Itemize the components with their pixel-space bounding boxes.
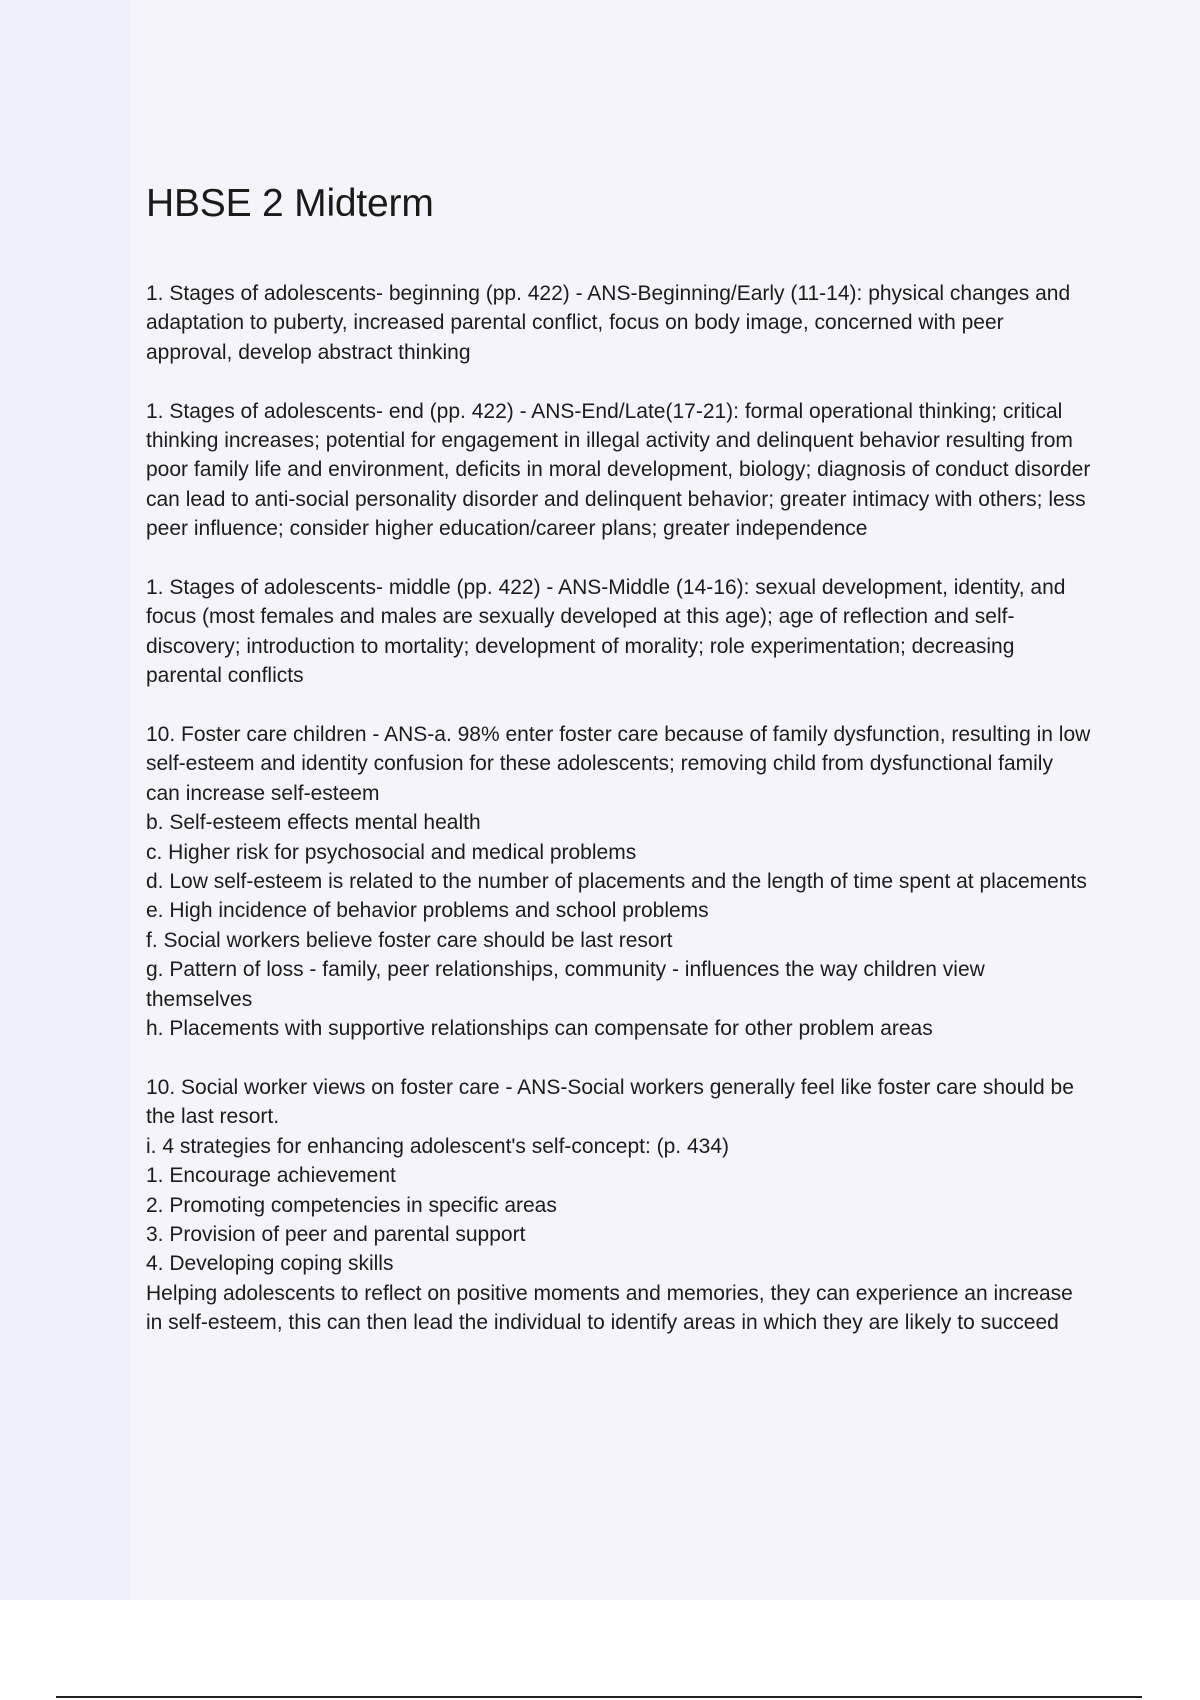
entry-subpoint: g. Pattern of loss - family, peer relationships, community - influences the way children view themselves xyxy=(146,958,985,1011)
entry-text: 10. Social worker views on foster care - ANS-Social workers generally feel like foster care should be the last resort. xyxy=(146,1075,1074,1129)
qa-entry xyxy=(146,397,1091,544)
qa-entry xyxy=(146,573,1091,691)
entry-subpoint: 4. Developing coping skills xyxy=(146,1252,394,1276)
entry-subpoint: c. Higher risk for psychosocial and medical problems xyxy=(146,840,637,864)
qa-entry xyxy=(146,279,1091,367)
footer-divider xyxy=(56,1696,1142,1698)
qa-entry xyxy=(146,1073,1091,1338)
entry-subpoint: i. 4 strategies for enhancing adolescent's self-concept: (p. 434) xyxy=(146,1134,730,1158)
qa-entry xyxy=(146,720,1091,1043)
page-title: HBSE 2 Midterm xyxy=(146,182,434,225)
entry-text: 1. Stages of adolescents- middle (pp. 422) - ANS-Middle (14-16): sexual development, identity, and focus (most females and males are sexually developed at this age); age of reflection and self-discovery; introduction to mortality; development of morality; role experimentation; decreasing parental conflicts xyxy=(146,576,1066,688)
entry-subpoint: b. Self-esteem effects mental health xyxy=(146,811,481,835)
entry-subpoint: 3. Provision of peer and parental support xyxy=(146,1222,526,1246)
entry-subpoint: h. Placements with supportive relationships can compensate for other problem areas xyxy=(146,1017,933,1041)
entry-subpoint: d. Low self-esteem is related to the number of placements and the length of time spent at placements xyxy=(146,870,1087,894)
entry-subpoint: f. Social workers believe foster care should be last resort xyxy=(146,928,673,952)
entry-subpoint: e. High incidence of behavior problems and school problems xyxy=(146,899,709,923)
entry-subpoint: 1. Encourage achievement xyxy=(146,1164,396,1188)
entry-text: Helping adolescents to reflect on positive moments and memories, they can experience an increase in self-esteem, this can then lead the individual to identify areas in which they are likely to succeed xyxy=(146,1281,1073,1335)
document-body xyxy=(146,279,1091,1367)
entry-text: 1. Stages of adolescents- beginning (pp. 422) - ANS-Beginning/Early (11-14): physical changes and adaptation to puberty, increased parental conflict, focus on body image, concerned with peer approval, develop abstract thinking xyxy=(146,282,1071,364)
entry-subpoint: 2. Promoting competencies in specific areas xyxy=(146,1193,557,1217)
entry-text: 10. Foster care children - ANS-a. 98% enter foster care because of family dysfunction, resulting in low self-esteem and identity confusion for these adolescents; removing child from dysfunctional family can increase self-esteem xyxy=(146,723,1091,805)
entry-text: 1. Stages of adolescents- end (pp. 422) - ANS-End/Late(17-21): formal operational thinking; critical thinking increases; potential for engagement in illegal activity and delinquent behavior resulting from poor family life and environment, deficits in moral development, biology; diagnosis of conduct disorder can lead to anti-social personality disorder and delinquent behavior; greater intimacy with others; less peer influence; consider higher education/career plans; greater independence xyxy=(146,399,1091,541)
